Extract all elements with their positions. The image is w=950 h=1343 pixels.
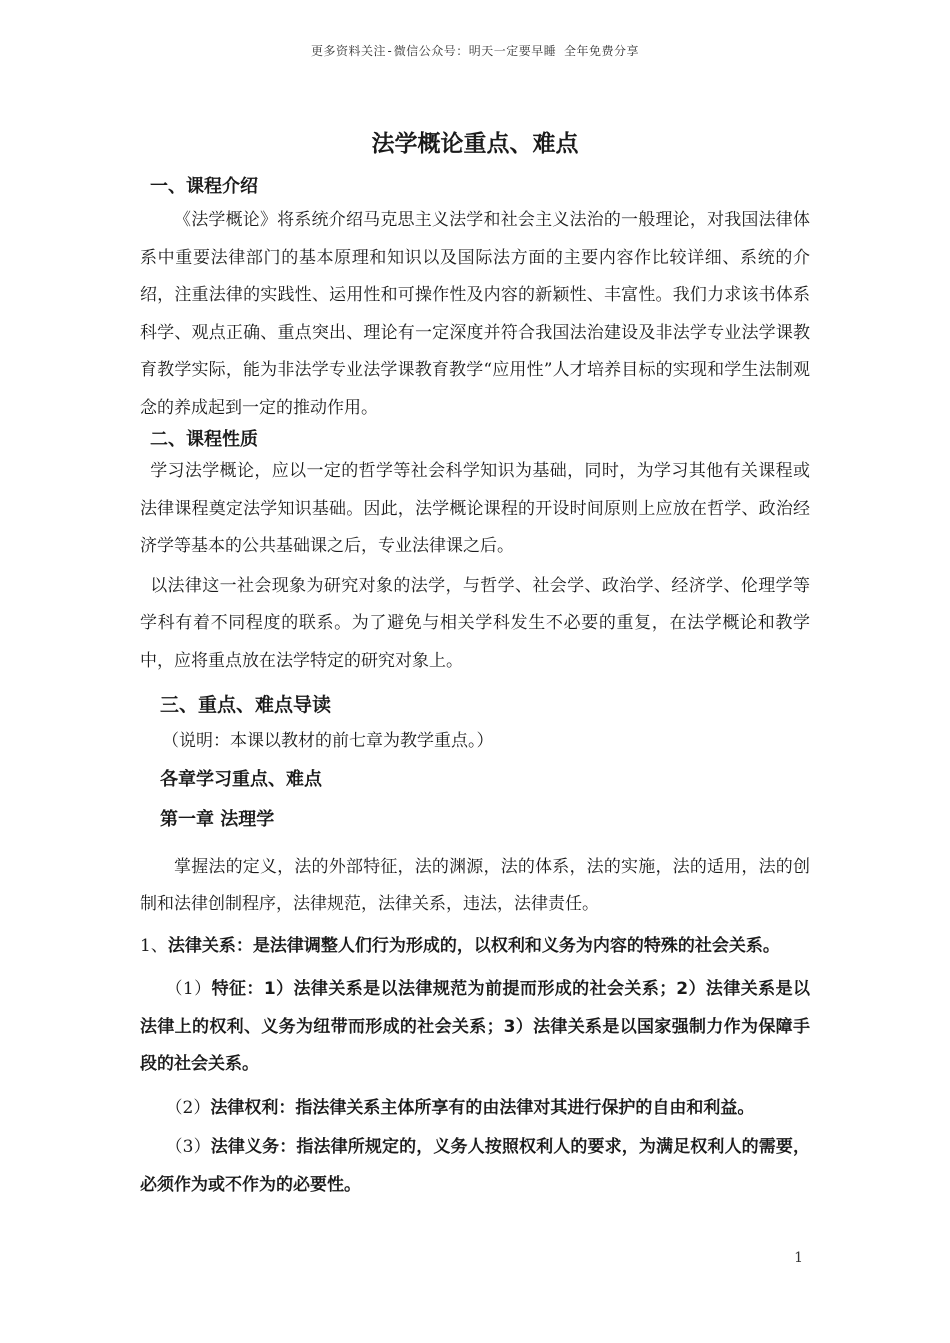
item-1a-text: 特征：1）法律关系是以法律规范为前提而形成的社会关系；2）法律关系是以法律上的权利、义务为纽带而形成的社会关系；3）法律关系是以国家强制力作为保障手段的社会关系。: [140, 979, 810, 1074]
chapter-1-paragraph: 掌握法的定义，法的外部特征，法的渊源，法的体系，法的实施，法的适用，法的创制和法律创制程序，法律规范，法律关系，违法，法律责任。: [140, 856, 810, 914]
section-heading-3: 三、重点、难点导读: [160, 694, 332, 716]
section-1-paragraph: 《法学概论》将系统介绍马克思主义法学和社会主义法治的一般理论，对我国法律体系中重要法律部门的基本原理和知识以及国际法方面的主要内容作比较详细、系统的介绍，注重法律的实践性、运用性和可操作性及内容的新颖性、丰富性。我们力求该书体系科学、观点正确、重点突出、理论有一定深度并符合我国法治建设及非法学专业法学课教育教学实际，能为非法学专业法学课教育教学“应用性”人才培养目标的实现和学生法制观念的养成起到一定的推动作用。: [140, 210, 810, 418]
item-1b: [140, 1090, 810, 1128]
page-number: 1: [794, 1250, 803, 1266]
item-1c: [140, 1129, 810, 1204]
item-1b-text: 法律权利：指法律关系主体所享有的由法律对其进行保护的自由和利益。: [210, 1097, 755, 1118]
chapter-1-heading: 第一章 法理学: [160, 808, 275, 830]
item-1-text: 法律关系：是法律调整人们行为形成的，以权利和义务为内容的特殊的社会关系。: [167, 935, 780, 956]
header-note: 更多资料关注-微信公众号：明天一定要早睡 全年免费分享: [311, 44, 639, 58]
item-1c-prefix: （3）: [165, 1137, 211, 1157]
chapters-heading: 各章学习重点、难点: [160, 768, 322, 790]
item-1b-prefix: （2）: [165, 1097, 211, 1118]
document-body: [140, 168, 810, 1204]
section-3-note: （说明：本课以教材的前七章为教学重点。）: [162, 731, 494, 751]
section-heading-1: 一、课程介绍: [150, 176, 258, 197]
item-1c-text: 法律义务：指法律所规定的，义务人按照权利人的要求，为满足权利人的需要，必须作为或不作为的必要性。: [140, 1137, 810, 1195]
section-heading-2: 二、课程性质: [150, 429, 258, 450]
item-1a: [140, 971, 810, 1084]
section-2-paragraph-2: 以法律这一社会现象为研究对象的法学，与哲学、社会学、政治学、经济学、伦理学等学科有着不同程度的联系。为了避免与相关学科发生不必要的重复，在法学概论和教学中，应将重点放在法学特定的研究对象上。: [140, 575, 810, 671]
item-1: [140, 928, 810, 966]
section-2-paragraph-1: 学习法学概论，应以一定的哲学等社会科学知识为基础，同时，为学习其他有关课程或法律课程奠定法学知识基础。因此，法学概论课程的开设时间原则上应放在哲学、政治经济学等基本的公共基础课之后，专业法律课之后。: [140, 461, 810, 556]
item-1-prefix: 1、: [140, 935, 168, 956]
item-1a-prefix: （1）: [165, 979, 212, 999]
page-title: 法学概论重点、难点: [371, 131, 579, 157]
